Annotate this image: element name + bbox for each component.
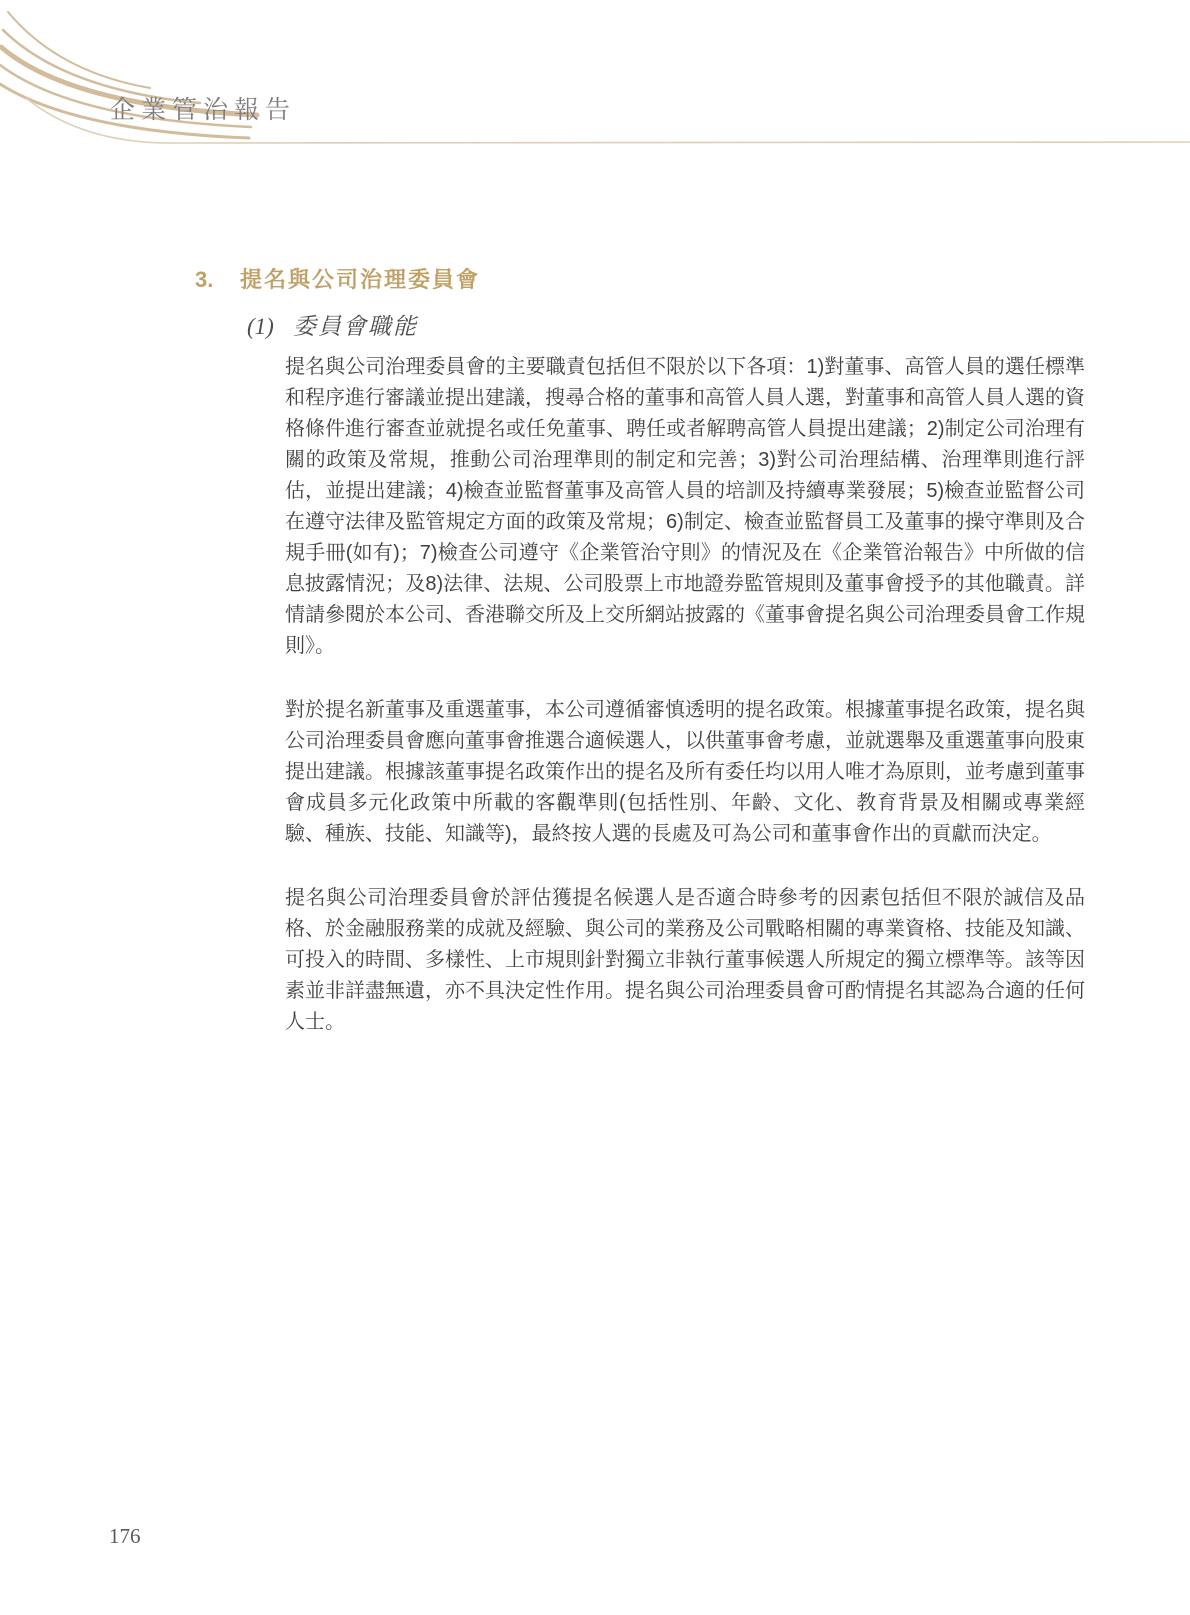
section-heading xyxy=(195,266,480,295)
subsection-title: 委員會職能 xyxy=(293,314,418,339)
page-header-title: 企業管治報告 xyxy=(110,97,297,124)
page-number: 176 xyxy=(109,1524,141,1548)
section-number: 3. xyxy=(195,267,214,292)
body-text-block xyxy=(285,352,1085,1071)
curved-lines-logo-icon xyxy=(0,0,1190,170)
subsection-number: (1) xyxy=(247,314,274,339)
subsection-heading xyxy=(247,312,418,342)
paragraph-nomination-policy: 對於提名新董事及重選董事，本公司遵循審慎透明的提名政策。根據董事提名政策，提名與公司治理委員會應向董事會推選合適候選人，以供董事會考慮，並就選舉及重選董事向股東提出建議。根據該董事提名政策作出的提名及所有委任均以用人唯才為原則，並考慮到董事會成員多元化政策中所載的客觀準則(包括性別、年齡、文化、教育背景及相關或專業經驗、種族、技能、知識等)，最終按人選的長處及可為公司和董事會作出的貢獻而決定。 xyxy=(285,699,1085,845)
paragraph-committee-duties: 提名與公司治理委員會的主要職責包括但不限於以下各項：1)對董事、高管人員的選任標準和程序進行審議並提出建議，搜尋合格的董事和高管人員人選，對董事和高管人員人選的資格條件進行審查並就提名或任免董事、聘任或者解聘高管人員提出建議；2)制定公司治理有關的政策及常規，推動公司治理準則的制定和完善；3)對公司治理結構、治理準則進行評估，並提出建議；4)檢查並監督董事及高管人員的培訓及持續專業發展；5)檢查並監督公司在遵守法律及監管規定方面的政策及常規；6)制定、檢查並監督員工及董事的操守準則及合規手冊(如有)；7)檢查公司遵守《企業管治守則》的情況及在《企業管治報告》中所做的信息披露情況；及8)法律、法規、公司股票上市地證券監管規則及董事會授予的其他職責。詳情請參閱於本公司、香港聯交所及上交所網站披露的《董事會提名與公司治理委員會工作規則》。 xyxy=(285,356,1085,657)
section-title: 提名與公司治理委員會 xyxy=(240,267,481,292)
paragraph-candidate-factors: 提名與公司治理委員會於評估獲提名候選人是否適合時參考的因素包括但不限於誠信及品格、於金融服務業的成就及經驗、與公司的業務及公司戰略相關的專業資格、技能及知識、可投入的時間、多樣性、上市規則針對獨立非執行董事候選人所規定的獨立標準等。該等因素並非詳盡無遺，亦不具決定性作用。提名與公司治理委員會可酌情提名其認為合適的任何人士。 xyxy=(285,887,1085,1033)
